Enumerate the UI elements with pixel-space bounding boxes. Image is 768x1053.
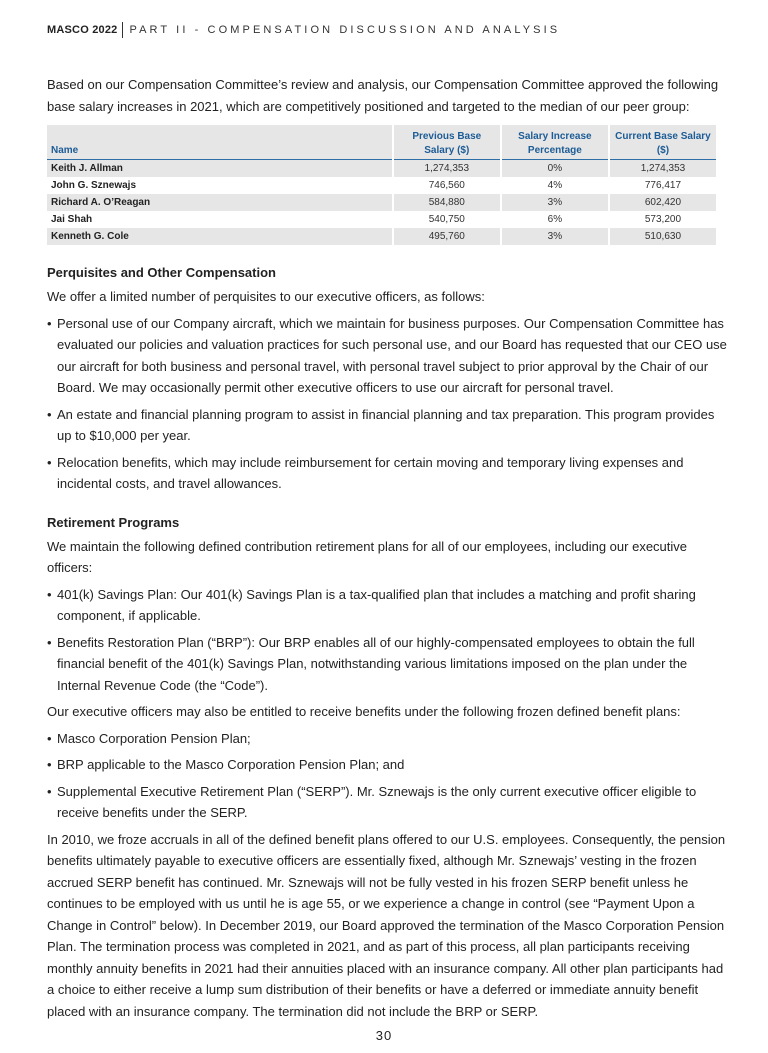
cell-name: Kenneth G. Cole — [47, 228, 392, 245]
cell-previous-salary: 540,750 — [428, 213, 465, 225]
cell-current-salary: 1,274,353 — [610, 160, 716, 177]
cell-name: Keith J. Allman — [47, 160, 392, 177]
table-row — [47, 194, 716, 211]
cell-current-salary: 776,417 — [644, 179, 682, 191]
list-item: • 401(k) Savings Plan: Our 401(k) Savings Plan is a tax-qualified plan that includes a matching and profit sharing component, if applicable. — [47, 584, 727, 627]
list-item: • Personal use of our Company aircraft, which we maintain for business purposes. Our Compensation Committee has evaluated our policies and valuation practices for such personal use, and our Board has requested that our CEO use our aircraft for both business and personal travel, with personal travel subject to prior approval by the Chair of our Board. We may occasionally permit other executive officers to use our aircraft for personal travel. — [47, 313, 727, 399]
page-number: 30 — [375, 1028, 393, 1043]
cell-increase: 0% — [502, 160, 608, 177]
col-current: Current Base Salary ($) — [610, 125, 716, 160]
table-row — [47, 160, 716, 177]
table-row — [47, 211, 716, 228]
cell-current-salary: 510,630 — [610, 228, 716, 245]
list-item: • Masco Corporation Pension Plan; — [47, 728, 727, 750]
table-header-row — [47, 125, 716, 160]
frozen-plans-intro: Our executive officers may also be entitled to receive benefits under the following frozen defined benefit plans: — [47, 704, 681, 719]
cell-previous-salary: 1,274,353 — [394, 160, 500, 177]
retirement-intro: We maintain the following defined contribution retirement plans for all of our employees, including our executive officers: — [47, 538, 688, 575]
brand-label: MASCO 2022 — [47, 24, 118, 36]
retirement-heading: Retirement Programs — [47, 514, 180, 530]
frozen-plans-list — [47, 728, 727, 824]
cell-increase: 3% — [502, 228, 608, 245]
list-item: • An estate and financial planning program to assist in financial planning and tax preparation. This program provides up to $10,000 per year. — [47, 404, 727, 447]
contribution-plans-list — [47, 584, 727, 697]
cell-name: John G. Sznewajs — [51, 179, 137, 191]
cell-previous-salary: 495,760 — [394, 228, 500, 245]
header-divider — [122, 22, 123, 38]
cell-increase: 6% — [547, 213, 563, 225]
cell-increase: 4% — [547, 179, 563, 191]
page-content — [47, 0, 727, 1022]
list-item: • Supplemental Executive Retirement Plan (“SERP”). Mr. Sznewajs is the only current executive officer eligible to receive benefits under the SERP. — [47, 781, 727, 824]
perquisites-list — [47, 313, 727, 495]
cell-previous-salary: 746,560 — [428, 179, 465, 191]
col-name: Name — [47, 125, 392, 160]
cell-name: Jai Shah — [51, 213, 93, 225]
col-previous: Previous Base Salary ($) — [394, 125, 500, 160]
pension-paragraph: In 2010, we froze accruals in all of the defined benefit plans offered to our U.S. employees. Consequently, the pension benefits ultimately payable to executive officers are essentially fixed, although Mr. Sznewajs’ vesting in the frozen accrued SERP benefit has continued. Mr. Sznewajs will not be fully vested in his frozen SERP benefit unless he continues to be employed with us until he is age 55, or we experience a change in control (see “Payment Upon a Change in Control” below). In December 2019, our Board approved the termination of the Masco Corporation Pension Plan. The termination process was completed in 2021, and as part of this process, all plan participants receiving monthly annuity benefits in 2021 had their annuities placed with an insurance company. All other plan participants had a choice to either receive a lump sum distribution of their benefits or have a deferred or immediate annuity benefit placed with an insurance company. The termination did not include the BRP or SERP. — [47, 831, 726, 1019]
list-item: • Benefits Restoration Plan (“BRP”): Our BRP enables all of our highly-compensated employees to obtain the full financial benefit of the 401(k) Savings Plan, notwithstanding various limitations imposed on the plan under the Internal Revenue Code (the “Code”). — [47, 632, 727, 697]
table-row — [47, 228, 716, 245]
intro-paragraph: Based on our Compensation Committee’s review and analysis, our Compensation Committee approved the following base salary increases in 2021, which are competitively positioned and targeted to the median of our peer group: — [47, 77, 719, 114]
cell-name: Richard A. O’Reagan — [47, 194, 392, 211]
list-item: • Relocation benefits, which may include reimbursement for certain moving and temporary living expenses and incidental costs, and travel allowances. — [47, 452, 727, 495]
perquisites-intro: We offer a limited number of perquisites to our executive officers, as follows: — [47, 289, 485, 304]
page-header — [47, 22, 560, 38]
salary-table — [45, 125, 718, 245]
cell-previous-salary: 584,880 — [394, 194, 500, 211]
cell-current-salary: 602,420 — [610, 194, 716, 211]
col-increase: Salary Increase Percentage — [502, 125, 608, 160]
cell-increase: 3% — [502, 194, 608, 211]
cell-current-salary: 573,200 — [644, 213, 682, 225]
list-item: • BRP applicable to the Masco Corporation Pension Plan; and — [47, 754, 727, 776]
section-title: PART II - COMPENSATION DISCUSSION AND ANALYSIS — [129, 24, 561, 36]
perquisites-heading: Perquisites and Other Compensation — [47, 265, 276, 280]
table-row — [47, 177, 716, 194]
